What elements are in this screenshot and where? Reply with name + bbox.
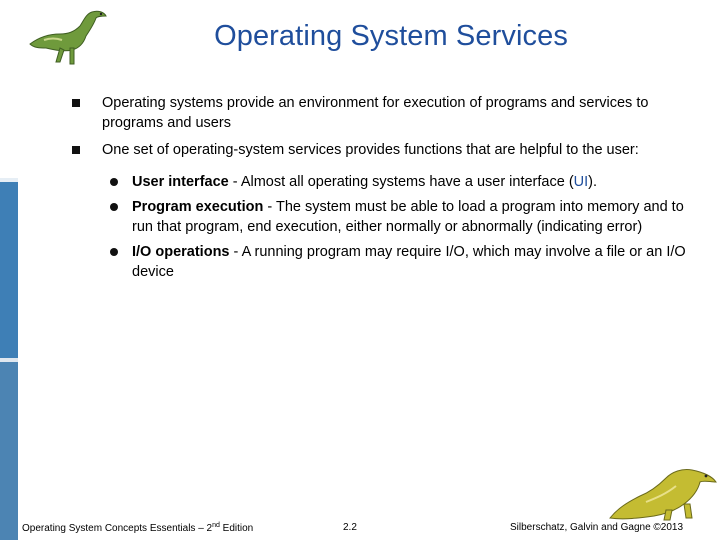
round-bullet-icon: [110, 248, 118, 256]
sub-bullet-separator: -: [263, 199, 276, 215]
footer-book-title-main: Operating System Concepts Essentials – 2: [22, 523, 213, 534]
sub-bullet-text: The system must be able to load a program into memory and to run that program, end execution, either normally or abnormally (indicating error): [132, 199, 684, 235]
page-number: 2.2: [343, 522, 357, 533]
ui-abbreviation: UI: [573, 173, 589, 190]
sub-bullet-term: User interface: [132, 173, 229, 190]
bullet-text: Operating systems provide an environment for execution of programs and services to programs and users: [102, 95, 649, 131]
left-sidebar-stripe: [0, 0, 18, 540]
sub-bullet-separator: -: [228, 173, 241, 190]
dinosaur-icon: [606, 462, 720, 522]
sub-bullet-text-end: ).: [588, 173, 598, 190]
sub-bullet-separator: -: [229, 244, 242, 260]
bullet-item: [72, 94, 692, 133]
square-bullet-icon: [72, 99, 80, 107]
sub-bullet-item: [72, 173, 692, 193]
footer-authors: Silberschatz, Galvin and Gagne ©2013: [510, 522, 684, 533]
sub-bullet-item: [72, 198, 692, 237]
footer-book-title-end: Edition: [219, 523, 254, 534]
bullet-item: [72, 141, 692, 161]
square-bullet-icon: [72, 146, 80, 154]
slide-title: Operating System Services: [214, 20, 568, 52]
footer-book-title: [22, 522, 253, 534]
round-bullet-icon: [110, 203, 118, 211]
sidebar-bands: [0, 0, 18, 540]
sub-bullet-item: [72, 243, 692, 282]
sub-bullet-term: Program execution: [132, 199, 264, 215]
sub-bullet-text: A running program may require I/O, which may involve a file or an I/O device: [132, 244, 686, 280]
round-bullet-icon: [110, 178, 118, 186]
sub-bullet-term: I/O operations: [132, 244, 230, 260]
sub-bullet-text: Almost all operating systems have a user interface (: [240, 173, 574, 190]
bullet-text: One set of operating-system services provides functions that are helpful to the user:: [102, 142, 639, 158]
footer-book-title-sup: nd: [212, 522, 220, 529]
slide-content: [72, 94, 692, 288]
